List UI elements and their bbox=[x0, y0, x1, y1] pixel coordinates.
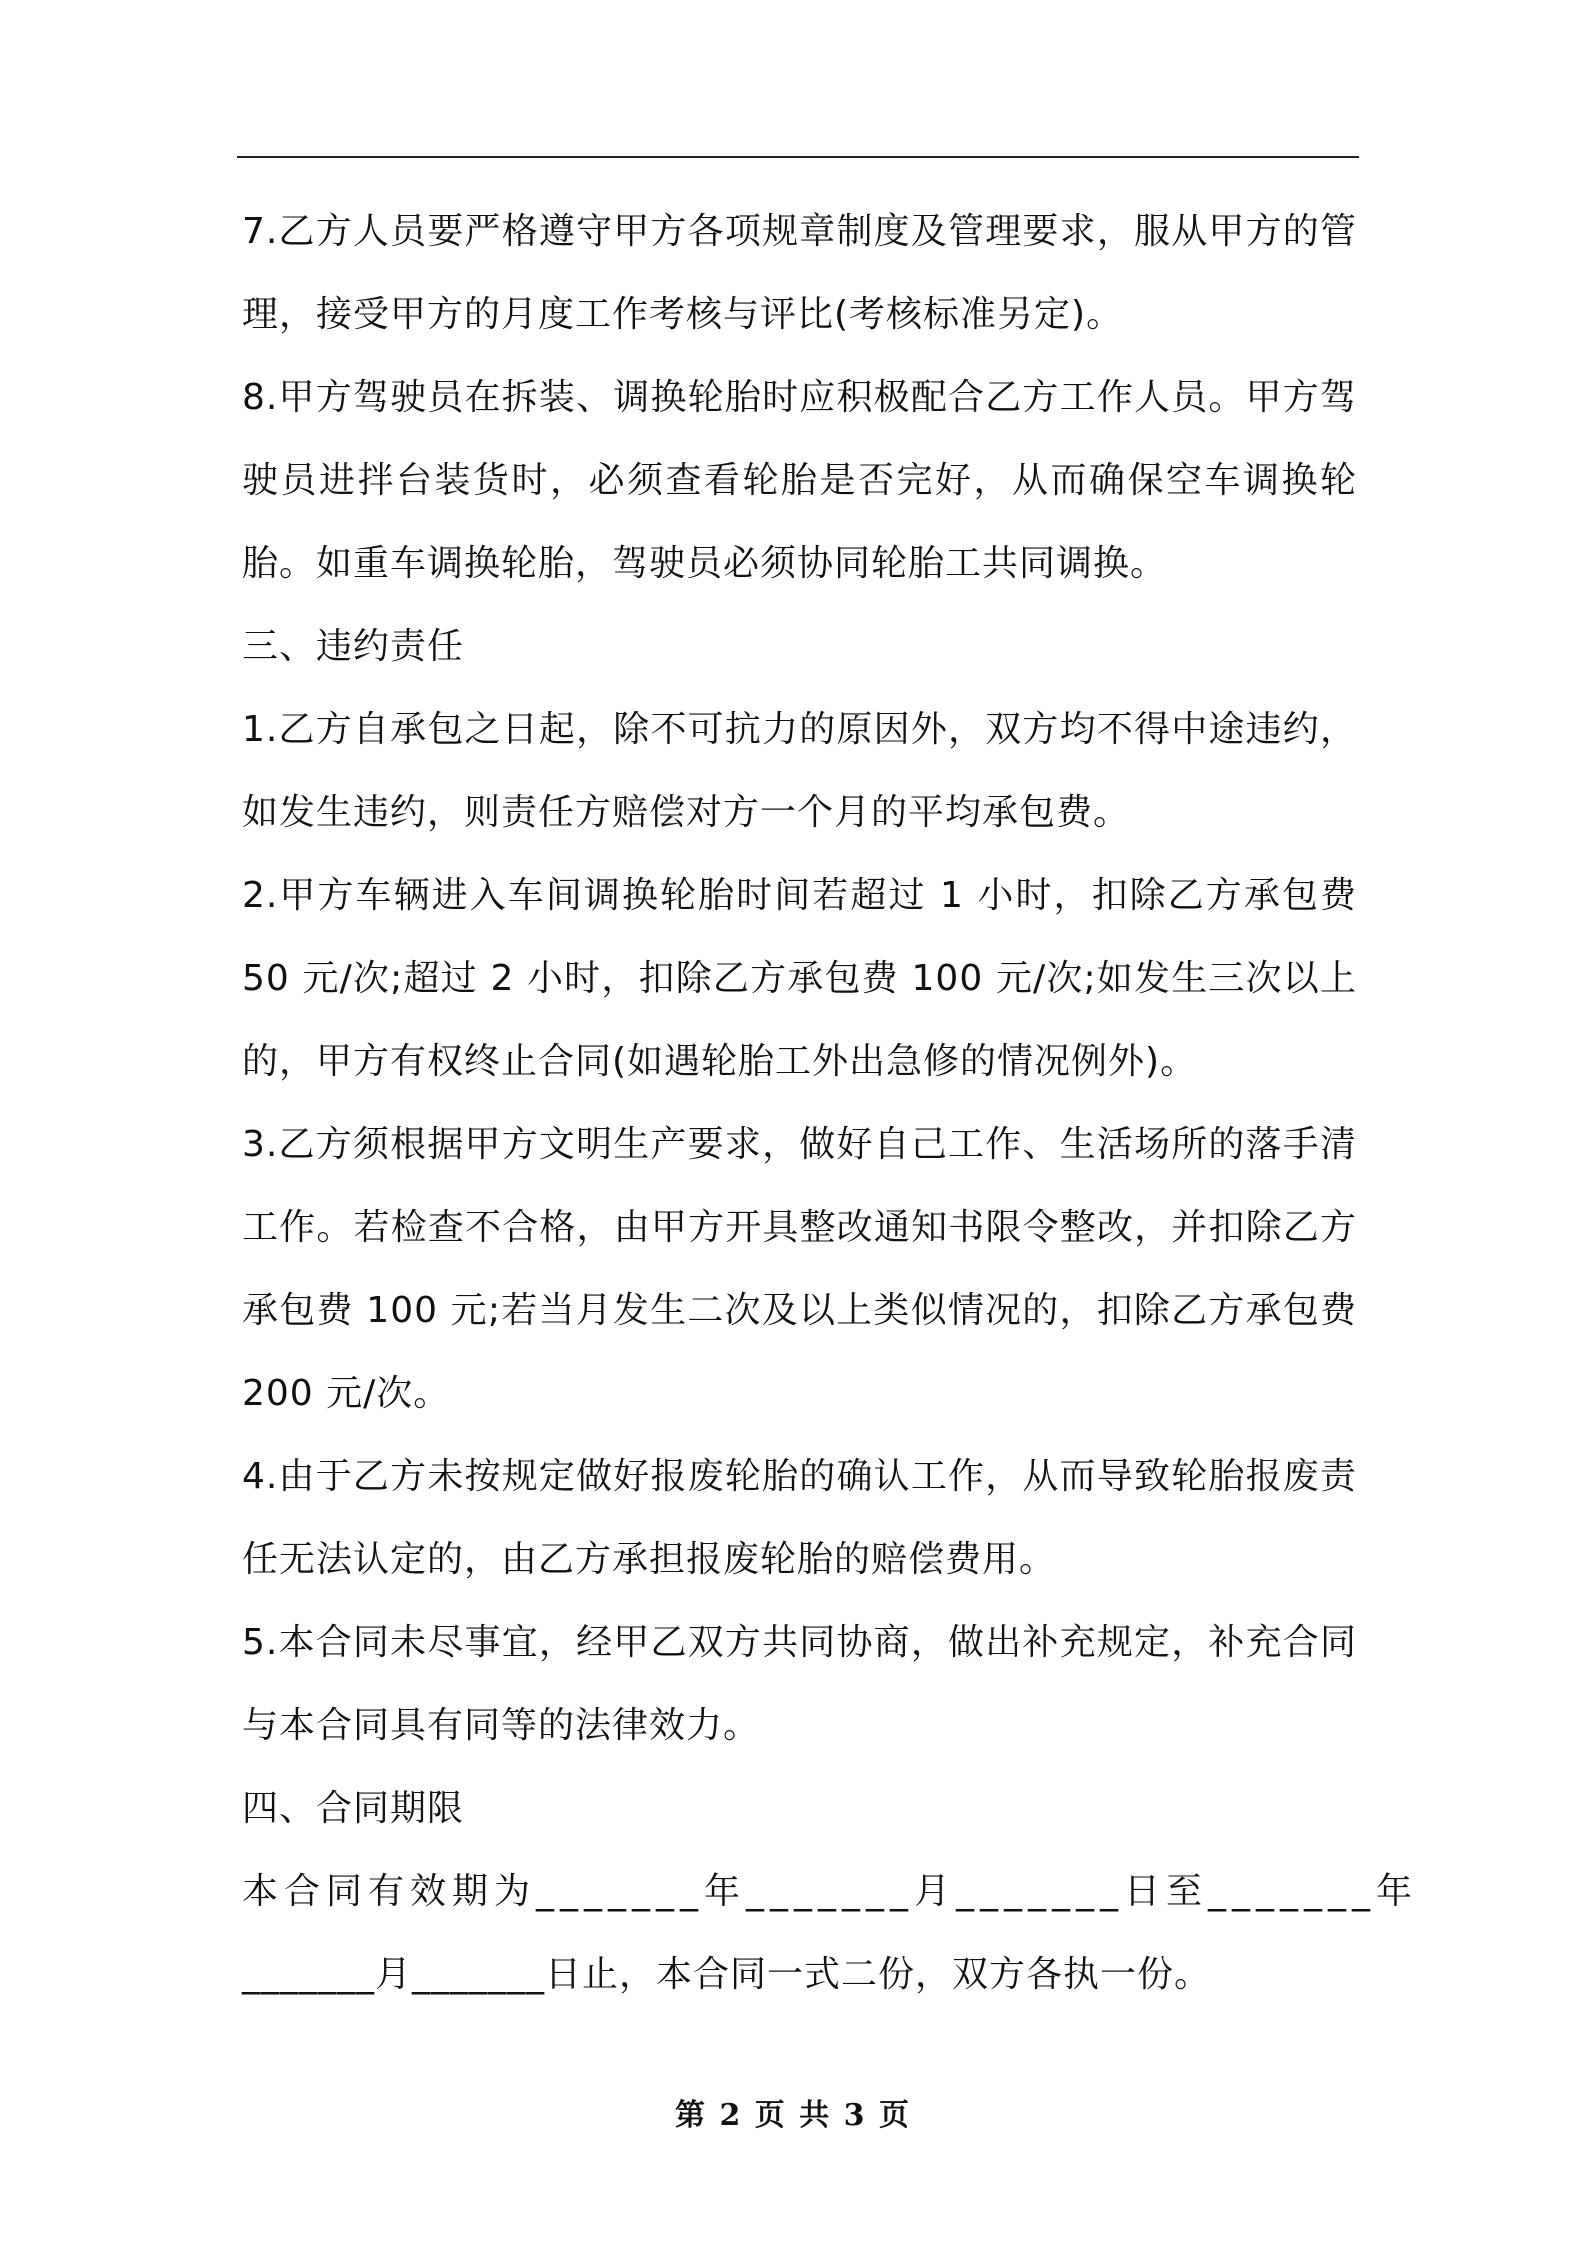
contract-period-line-2: _______月_______日止，本合同一式二份，双方各执一份。 bbox=[242, 1954, 1212, 1995]
clause-7: 7.乙方人员要严格遵守甲方各项规章制度及管理要求，服从甲方的管理，接受甲方的月度工作考核与评比(考核标准另定)。 bbox=[242, 211, 1357, 335]
contract-period-line-1: 本合同有效期为_______年_______月_______日至_______年 bbox=[242, 1871, 1419, 1912]
breach-clause-2: 2.甲方车辆进入车间调换轮胎时间若超过 1 小时，扣除乙方承包费 50 元/次;超过 2 小时，扣除乙方承包费 100 元/次;如发生三次以上的，甲方有权终止合同(如遇轮胎工外出急修的情况例外)。 bbox=[242, 875, 1357, 1082]
document-body bbox=[242, 190, 1419, 2016]
header-rule bbox=[237, 156, 1359, 158]
clause-8: 8.甲方驾驶员在拆装、调换轮胎时应积极配合乙方工作人员。甲方驾驶员进拌台装货时，必须查看轮胎是否完好，从而确保空车调换轮胎。如重车调换轮胎，驾驶员必须协同轮胎工共同调换。 bbox=[242, 377, 1357, 584]
breach-clause-4: 4.由于乙方未按规定做好报废轮胎的确认工作，从而导致轮胎报废责任无法认定的，由乙方承担报废轮胎的赔偿费用。 bbox=[242, 1456, 1357, 1580]
breach-clause-5: 5.本合同未尽事宜，经甲乙双方共同协商，做出补充规定，补充合同与本合同具有同等的法律效力。 bbox=[242, 1622, 1357, 1746]
page-number: 第 2 页 共 3 页 bbox=[675, 2098, 911, 2133]
breach-clause-3: 3.乙方须根据甲方文明生产要求，做好自己工作、生活场所的落手清工作。若检查不合格，由甲方开具整改通知书限令整改，并扣除乙方承包费 100 元;若当月发生二次及以上类似情况的，扣除乙方承包费 200 元/次。 bbox=[242, 1124, 1357, 1414]
breach-clause-1: 1.乙方自承包之日起，除不可抗力的原因外，双方均不得中途违约，如发生违约，则责任方赔偿对方一个月的平均承包费。 bbox=[242, 709, 1357, 833]
section-heading-breach: 三、违约责任 bbox=[242, 626, 465, 667]
section-heading-term: 四、合同期限 bbox=[242, 1788, 465, 1829]
